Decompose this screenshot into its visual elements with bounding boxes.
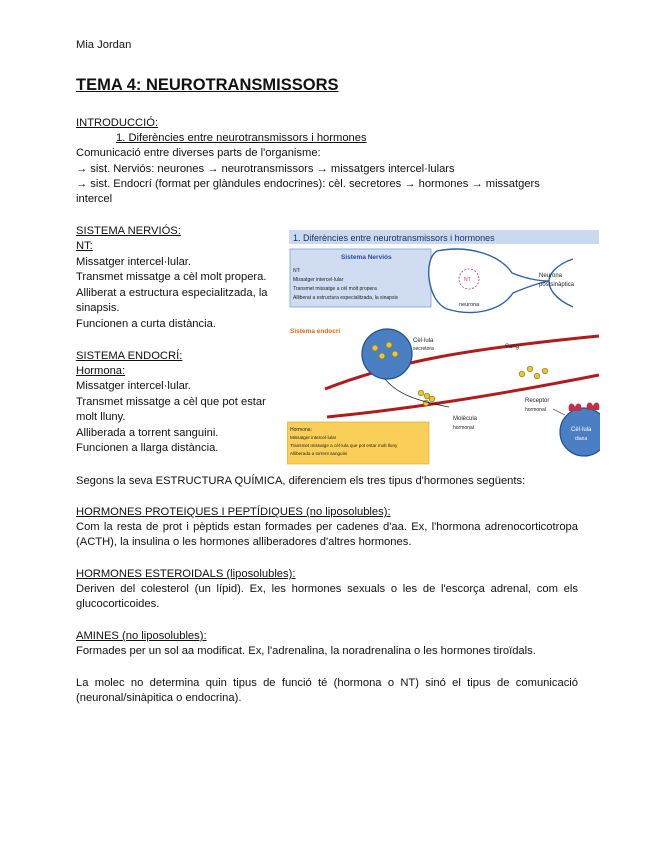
nervous-line: sinapsis.: [76, 302, 120, 314]
endocrine-line: molt lluny.: [76, 411, 126, 423]
intro-line: intercel: [76, 193, 113, 205]
nervous-box-line: NT:: [293, 268, 301, 274]
hormone-molecule: [392, 351, 398, 357]
hormone-box-line: Transmet missatge a cèl·lula que pot estar molt lluny: [290, 443, 398, 448]
receptor-shape: [569, 404, 582, 411]
hormone-molecule: [418, 390, 424, 396]
nervous-box-line: Missatger intercel·lular: [293, 277, 344, 283]
target-label: postsinàptica: [539, 282, 575, 288]
neuron-label: neurona: [459, 302, 480, 308]
receptor-shape: [587, 403, 600, 410]
nervous-heading: SISTEMA NERVIÓS:: [76, 225, 181, 237]
intro-line: Comunicació entre diverses parts de l'organisme:: [76, 147, 321, 159]
steroid-text: Deriven del colesterol (un lípid). Ex, les hormones sexuals o les de l'escorça adrenal, com els glucocorticoides.: [76, 583, 578, 610]
hormone-molecule: [372, 345, 378, 351]
secretory-label: Cèl·lula: [413, 338, 434, 344]
intro-heading: INTRODUCCIÓ:: [76, 117, 159, 129]
nt-label: NT: [464, 277, 471, 283]
nervous-line: Missatger intercel·lular.: [76, 256, 192, 268]
protein-heading: HORMONES PROTEIQUES I PEPTÍDIQUES (no liposolubles):: [76, 506, 391, 518]
blood-vessel-bottom: [327, 375, 599, 417]
endocrine-line: Alliberada a torrent sanguini.: [76, 427, 219, 439]
page-title: TEMA 4: NEUROTRANSMISSORS: [76, 76, 339, 94]
nervous-line: Transmet missatge a cèl molt propera.: [76, 271, 267, 283]
secretory-label: secretora: [413, 346, 434, 352]
conclusion-text: La molec no determina quin tipus de funció té (hormona o NT) sinó el tipus de comunicació (neuronal/sinàpitica o endocrina).: [76, 677, 578, 704]
neuron-cell-body: [429, 249, 549, 312]
nervous-box-title: Sistema Nerviós: [341, 254, 392, 261]
hormone-molecule: [386, 342, 392, 348]
endocrine-label: Hormona:: [76, 365, 126, 377]
target-label: Neurona: [539, 273, 563, 279]
hormone-molecule: [542, 368, 548, 374]
hormone-molecule: [534, 373, 540, 379]
amines-heading: AMINES (no liposolubles):: [76, 630, 207, 642]
molecule-label: hormonal: [453, 425, 474, 431]
secretory-cell: [362, 329, 412, 379]
intro-line: → sist. Endocrí (format per glàndules endocrines): cèl. secretores → hormones → missatgers: [76, 178, 540, 190]
endocrine-title: Sistema endocrí: [290, 328, 341, 335]
figure-title: 1. Diferències entre neurotransmissors i hormones: [293, 233, 495, 243]
pointer-line: [553, 409, 565, 415]
nervous-box-line: Transmet missatge a cèl molt propera: [293, 286, 377, 292]
structure-intro: Segons la seva ESTRUCTURA QUÍMICA, diferenciem els tres tipus d'hormones següents:: [76, 475, 526, 487]
molecule-label: Molècula: [453, 416, 478, 422]
hormone-molecule: [519, 371, 525, 377]
neurotransmitter-hormone-diagram: [287, 229, 600, 465]
receptor-label: Receptor: [525, 398, 550, 404]
hormone-molecule: [379, 353, 385, 359]
target-cell-label: diana: [575, 436, 588, 442]
steroid-heading: HORMONES ESTEROIDALS (liposolubles):: [76, 568, 296, 580]
protein-text: Com la resta de prot i pèptids estan formades per cadenes d'aa. Ex, l'hormona adrenocorticotropa (ACTH), la insulina o les hormones alliberadores d'altres hormones.: [76, 521, 578, 548]
receptor-label: hormonal: [525, 407, 546, 413]
hormone-box-line: Alliberada a torrent sanguini: [290, 451, 348, 456]
endocrine-line: Funcionen a llarga distància.: [76, 442, 219, 454]
endocrine-line: Transmet missatge a cèl que pot estar: [76, 396, 266, 408]
author-name: Mia Jordan: [76, 39, 132, 51]
hormone-box-line: Hormona:: [290, 427, 312, 433]
nervous-box-line: Alliberat a estructura especialitzada, la sinapsis: [293, 295, 399, 301]
intro-subheading: 1. Diferències entre neurotransmissors i hormones: [116, 132, 367, 144]
nervous-label: NT:: [76, 240, 93, 252]
hormone-molecule: [429, 396, 435, 402]
amines-text: Formades per un sol aa modificat. Ex, l'adrenalina, la noradrenalina o les hormones tiroïdals.: [76, 645, 536, 657]
endocrine-heading: SISTEMA ENDOCRÍ:: [76, 350, 183, 362]
hormone-molecule: [527, 366, 533, 372]
hormone-molecule: [424, 393, 430, 399]
endocrine-line: Missatger intercel·lular.: [76, 380, 192, 392]
intro-line: → sist. Nerviós: neurones → neurotransmissors → missatgers intercel·lulars: [76, 163, 455, 175]
nervous-line: Alliberat a estructura especialitzada, la: [76, 287, 268, 299]
nervous-line: Funcionen a curta distància.: [76, 318, 216, 330]
blood-label: Sang: [505, 344, 520, 350]
hormone-box-line: Missatger intercel·lular: [290, 435, 337, 440]
target-cell-label: Cèl·lula: [571, 427, 592, 433]
